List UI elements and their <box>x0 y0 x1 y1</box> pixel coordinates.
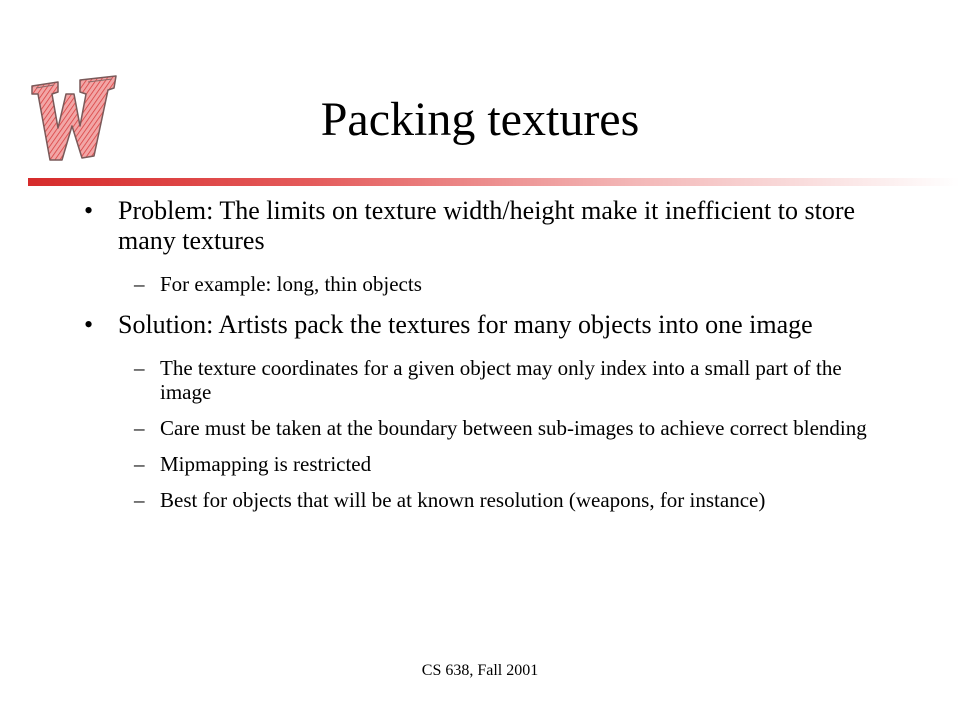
sub-bullet-marker: – <box>134 356 145 380</box>
sub-bullet-marker: – <box>134 416 145 440</box>
bullet-text: Problem: The limits on texture width/height make it inefficient to store many textures <box>118 196 856 255</box>
bullet-marker: • <box>84 310 94 339</box>
sub-bullet <box>0 452 870 476</box>
sub-bullet <box>0 272 870 296</box>
sub-bullet-marker: – <box>134 452 145 476</box>
slide-content <box>0 196 960 512</box>
slide-title: Packing textures <box>320 93 640 146</box>
sub-bullet-text: The texture coordinates for a given object may only index into a small part of the image <box>160 356 842 404</box>
sub-bullet-marker: – <box>134 488 145 512</box>
sub-bullet-text: Care must be taken at the boundary between sub-images to achieve correct blending <box>160 416 867 440</box>
bullet-marker: • <box>84 196 94 225</box>
title-divider <box>28 178 960 186</box>
sub-bullet-marker: – <box>134 272 145 296</box>
slide-footer: CS 638, Fall 2001 <box>421 662 539 679</box>
sub-bullet-text: Best for objects that will be at known resolution (weapons, for instance) <box>160 488 766 512</box>
sub-bullet <box>0 416 870 440</box>
sub-bullet-text: For example: long, thin objects <box>160 272 422 296</box>
sub-bullet <box>0 488 870 512</box>
sub-bullet <box>0 356 870 404</box>
bullet-text: Solution: Artists pack the textures for many objects into one image <box>118 310 813 339</box>
sub-bullet-text: Mipmapping is restricted <box>160 452 372 476</box>
bullet-solution <box>0 310 880 340</box>
bullet-problem <box>0 196 880 256</box>
